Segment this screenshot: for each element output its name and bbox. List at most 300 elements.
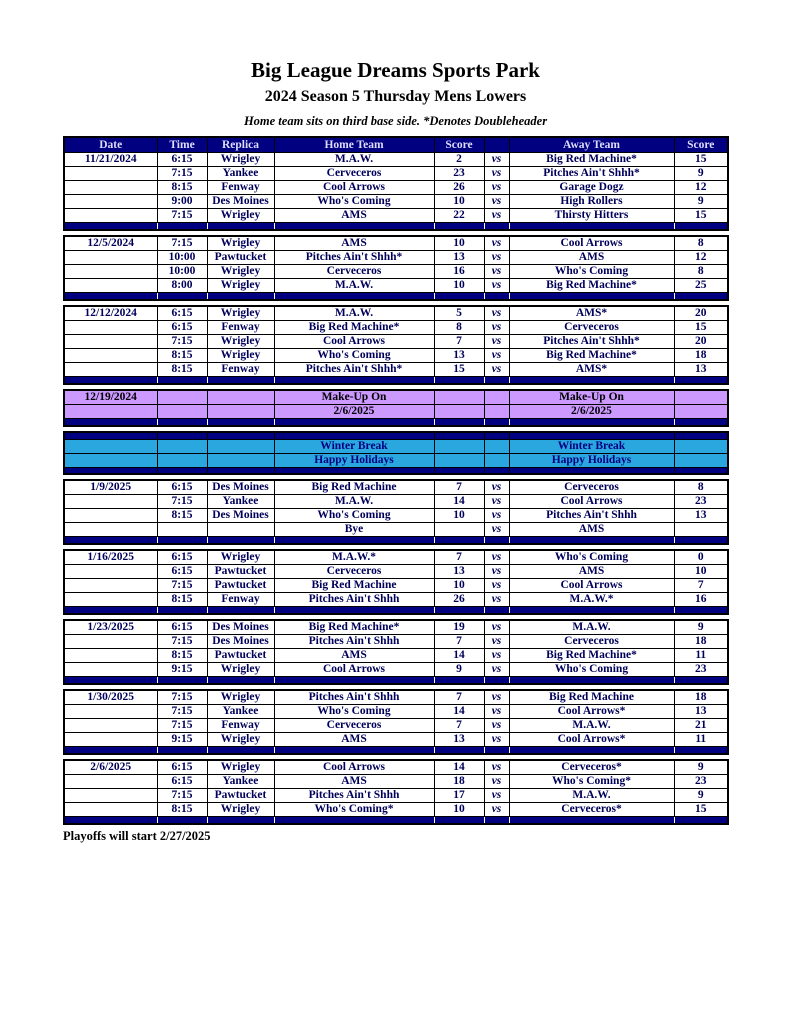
home-score-cell: 10 [434, 578, 484, 592]
replica-cell: Wrigley [207, 236, 274, 250]
replica-cell: Fenway [207, 592, 274, 606]
away-team-cell: Cool Arrows [509, 494, 674, 508]
header-row [64, 137, 728, 152]
replica-cell: Wrigley [207, 802, 274, 816]
away-team-cell: Who's Coming [509, 264, 674, 278]
separator-cell [434, 467, 484, 474]
game-row [64, 180, 728, 194]
separator-cell [64, 222, 157, 230]
time-cell: 8:15 [157, 180, 207, 194]
home-score-cell: 9 [434, 662, 484, 676]
away-score-cell: 18 [674, 634, 728, 648]
separator-cell [64, 676, 157, 684]
date-cell [64, 732, 157, 746]
home-score-cell: 13 [434, 348, 484, 362]
date-cell [64, 250, 157, 264]
away-score-cell: 7 [674, 578, 728, 592]
date-cell: 1/30/2025 [64, 690, 157, 704]
column-header-vs [484, 137, 509, 152]
separator-cell [157, 606, 207, 614]
game-row [64, 480, 728, 494]
separator-row [64, 746, 728, 754]
time-cell: 7:15 [157, 718, 207, 732]
home-score-cell: 19 [434, 620, 484, 634]
vs-cell: vs [484, 732, 509, 746]
time-cell: 6:15 [157, 564, 207, 578]
away-score-cell [674, 404, 728, 418]
game-row [64, 802, 728, 816]
replica-cell: Pawtucket [207, 250, 274, 264]
schedule-block [63, 619, 729, 685]
home-team-cell: Pitches Ain't Shhh [274, 690, 434, 704]
home-team-cell: 2/6/2025 [274, 404, 434, 418]
game-row [64, 250, 728, 264]
separator-cell [434, 376, 484, 384]
date-cell [64, 208, 157, 222]
date-cell [64, 662, 157, 676]
home-team-cell: AMS [274, 648, 434, 662]
game-row [64, 522, 728, 536]
home-score-cell: 5 [434, 306, 484, 320]
date-cell [64, 704, 157, 718]
replica-cell: Pawtucket [207, 788, 274, 802]
game-row [64, 508, 728, 522]
home-team-cell: Cool Arrows [274, 180, 434, 194]
away-team-cell: Big Red Machine* [509, 348, 674, 362]
date-cell: 12/5/2024 [64, 236, 157, 250]
date-cell [64, 788, 157, 802]
separator-cell [274, 816, 434, 824]
home-team-cell: Cerveceros [274, 718, 434, 732]
schedule-block [63, 389, 729, 427]
replica-cell: Wrigley [207, 662, 274, 676]
separator-cell [674, 536, 728, 544]
separator-cell [157, 746, 207, 754]
separator-cell [434, 432, 484, 439]
away-score-cell: 10 [674, 564, 728, 578]
game-row [64, 236, 728, 250]
vs-cell: vs [484, 620, 509, 634]
separator-cell [274, 536, 434, 544]
replica-cell: Wrigley [207, 348, 274, 362]
time-cell: 6:15 [157, 760, 207, 774]
separator-cell [64, 418, 157, 426]
separator-cell [674, 816, 728, 824]
page-title: Big League Dreams Sports Park [251, 58, 540, 82]
game-row [64, 264, 728, 278]
game-row [64, 788, 728, 802]
away-team-cell: 2/6/2025 [509, 404, 674, 418]
vs-cell: vs [484, 306, 509, 320]
separator-cell [64, 467, 157, 474]
game-row [64, 648, 728, 662]
home-team-cell: Cerveceros [274, 166, 434, 180]
away-team-cell: Cerveceros* [509, 760, 674, 774]
away-team-cell: AMS [509, 250, 674, 264]
separator-row [64, 467, 728, 474]
home-score-cell: 14 [434, 648, 484, 662]
home-team-cell: M.A.W. [274, 152, 434, 166]
home-score-cell: 13 [434, 250, 484, 264]
home-team-cell: Big Red Machine [274, 578, 434, 592]
game-row [64, 334, 728, 348]
home-team-cell: Who's Coming [274, 348, 434, 362]
schedule-block [63, 549, 729, 615]
home-team-cell: AMS [274, 774, 434, 788]
home-team-cell: Cool Arrows [274, 662, 434, 676]
away-team-cell: M.A.W.* [509, 592, 674, 606]
separator-cell [509, 536, 674, 544]
home-team-cell: Cool Arrows [274, 334, 434, 348]
home-team-cell: Cerveceros [274, 564, 434, 578]
home-score-cell: 16 [434, 264, 484, 278]
away-score-cell: 0 [674, 550, 728, 564]
replica-cell: Wrigley [207, 760, 274, 774]
date-cell [64, 320, 157, 334]
date-cell: 11/21/2024 [64, 152, 157, 166]
replica-cell [207, 453, 274, 467]
vs-cell: vs [484, 236, 509, 250]
game-row [64, 634, 728, 648]
separator-cell [509, 746, 674, 754]
schedule [0, 136, 791, 825]
vs-cell: vs [484, 718, 509, 732]
vs-cell: vs [484, 250, 509, 264]
away-score-cell: 11 [674, 732, 728, 746]
away-score-cell: 13 [674, 508, 728, 522]
away-team-cell: Pitches Ain't Shhh [509, 508, 674, 522]
home-score-cell: 15 [434, 362, 484, 376]
vs-cell: vs [484, 264, 509, 278]
vs-cell: vs [484, 362, 509, 376]
column-header-home-score: Score [434, 137, 484, 152]
home-score-cell [434, 404, 484, 418]
away-team-cell: Cool Arrows* [509, 732, 674, 746]
separator-row [64, 376, 728, 384]
away-score-cell: 15 [674, 208, 728, 222]
game-row [64, 194, 728, 208]
away-team-cell: Big Red Machine [509, 690, 674, 704]
away-score-cell: 12 [674, 180, 728, 194]
away-score-cell: 20 [674, 334, 728, 348]
home-score-cell [434, 453, 484, 467]
page-subtitle: 2024 Season 5 Thursday Mens Lowers [264, 88, 527, 106]
away-score-cell: 9 [674, 166, 728, 180]
vs-cell: vs [484, 278, 509, 292]
away-score-cell: 8 [674, 480, 728, 494]
time-cell: 7:15 [157, 494, 207, 508]
vs-cell: vs [484, 592, 509, 606]
vs-cell: vs [484, 648, 509, 662]
separator-cell [274, 292, 434, 300]
replica-cell: Wrigley [207, 334, 274, 348]
separator-row [64, 418, 728, 426]
separator-cell [484, 536, 509, 544]
separator-cell [509, 418, 674, 426]
home-team-cell: Cool Arrows [274, 760, 434, 774]
date-cell [64, 634, 157, 648]
away-score-cell: 13 [674, 362, 728, 376]
playoffs-note: Playoffs will start 2/27/2025 [63, 829, 211, 844]
separator-cell [64, 432, 157, 439]
separator-cell [509, 222, 674, 230]
vs-cell: vs [484, 662, 509, 676]
replica-cell: Des Moines [207, 508, 274, 522]
separator-cell [434, 746, 484, 754]
vs-cell [484, 404, 509, 418]
game-row [64, 348, 728, 362]
date-cell: 12/12/2024 [64, 306, 157, 320]
separator-cell [274, 418, 434, 426]
replica-cell: Wrigley [207, 278, 274, 292]
time-cell [157, 390, 207, 404]
game-row [64, 718, 728, 732]
home-score-cell: 10 [434, 194, 484, 208]
replica-cell: Wrigley [207, 208, 274, 222]
home-score-cell: 7 [434, 550, 484, 564]
game-row [64, 578, 728, 592]
vs-cell [484, 453, 509, 467]
home-score-cell: 7 [434, 634, 484, 648]
time-cell: 8:15 [157, 508, 207, 522]
away-team-cell: M.A.W. [509, 788, 674, 802]
separator-row [64, 432, 728, 439]
home-score-cell: 26 [434, 592, 484, 606]
replica-cell: Fenway [207, 718, 274, 732]
away-team-cell: Cerveceros [509, 634, 674, 648]
time-cell: 6:15 [157, 306, 207, 320]
home-team-cell: M.A.W.* [274, 550, 434, 564]
schedule-block [63, 305, 729, 385]
home-score-cell: 7 [434, 334, 484, 348]
separator-cell [434, 606, 484, 614]
separator-cell [274, 676, 434, 684]
separator-row [64, 816, 728, 824]
away-score-cell [674, 390, 728, 404]
vs-cell: vs [484, 166, 509, 180]
away-score-cell: 8 [674, 264, 728, 278]
home-score-cell: 26 [434, 180, 484, 194]
separator-cell [674, 376, 728, 384]
away-team-cell: Big Red Machine* [509, 152, 674, 166]
away-team-cell: Cool Arrows [509, 578, 674, 592]
home-score-cell: 8 [434, 320, 484, 334]
time-cell: 6:15 [157, 620, 207, 634]
separator-cell [157, 376, 207, 384]
replica-cell: Fenway [207, 320, 274, 334]
replica-cell: Wrigley [207, 550, 274, 564]
replica-cell [207, 404, 274, 418]
home-score-cell [434, 439, 484, 453]
date-cell: 12/19/2024 [64, 390, 157, 404]
date-cell [64, 180, 157, 194]
separator-cell [274, 432, 434, 439]
separator-cell [484, 467, 509, 474]
home-team-cell: Who's Coming* [274, 802, 434, 816]
vs-cell: vs [484, 802, 509, 816]
separator-cell [157, 432, 207, 439]
replica-cell: Yankee [207, 704, 274, 718]
time-cell: 7:15 [157, 334, 207, 348]
away-team-cell: Winter Break [509, 439, 674, 453]
home-team-cell: AMS [274, 236, 434, 250]
home-score-cell: 7 [434, 480, 484, 494]
home-score-cell [434, 522, 484, 536]
separator-cell [484, 222, 509, 230]
separator-cell [207, 467, 274, 474]
home-team-cell: Bye [274, 522, 434, 536]
separator-cell [274, 467, 434, 474]
home-team-cell: Cerveceros [274, 264, 434, 278]
date-cell: 1/16/2025 [64, 550, 157, 564]
time-cell: 7:15 [157, 690, 207, 704]
separator-cell [64, 816, 157, 824]
schedule-block [63, 431, 729, 475]
time-cell: 9:15 [157, 662, 207, 676]
vs-cell: vs [484, 334, 509, 348]
away-team-cell: Big Red Machine* [509, 278, 674, 292]
replica-cell: Wrigley [207, 690, 274, 704]
time-cell: 6:15 [157, 320, 207, 334]
away-team-cell: AMS [509, 564, 674, 578]
separator-row [64, 676, 728, 684]
game-row [64, 620, 728, 634]
game-row [64, 362, 728, 376]
home-score-cell: 17 [434, 788, 484, 802]
separator-cell [484, 746, 509, 754]
home-score-cell: 10 [434, 278, 484, 292]
game-row [64, 662, 728, 676]
notice-row [64, 390, 728, 404]
separator-cell [157, 467, 207, 474]
home-team-cell: Pitches Ain't Shhh [274, 592, 434, 606]
time-cell: 9:00 [157, 194, 207, 208]
home-score-cell: 18 [434, 774, 484, 788]
separator-cell [509, 816, 674, 824]
home-team-cell: Big Red Machine* [274, 620, 434, 634]
separator-cell [157, 816, 207, 824]
game-row [64, 320, 728, 334]
separator-cell [157, 292, 207, 300]
game-row [64, 592, 728, 606]
away-score-cell: 18 [674, 348, 728, 362]
separator-cell [64, 536, 157, 544]
date-cell: 1/9/2025 [64, 480, 157, 494]
time-cell: 7:15 [157, 634, 207, 648]
replica-cell [207, 439, 274, 453]
home-team-cell: Big Red Machine* [274, 320, 434, 334]
replica-cell: Yankee [207, 774, 274, 788]
vs-cell: vs [484, 774, 509, 788]
separator-cell [509, 292, 674, 300]
date-cell [64, 592, 157, 606]
replica-cell: Wrigley [207, 306, 274, 320]
time-cell: 8:00 [157, 278, 207, 292]
separator-cell [207, 606, 274, 614]
time-cell: 7:15 [157, 208, 207, 222]
away-score-cell: 23 [674, 774, 728, 788]
home-score-cell: 22 [434, 208, 484, 222]
separator-cell [674, 606, 728, 614]
time-cell: 8:15 [157, 362, 207, 376]
replica-cell: Fenway [207, 362, 274, 376]
date-cell [64, 194, 157, 208]
home-score-cell: 14 [434, 494, 484, 508]
separator-cell [674, 222, 728, 230]
separator-cell [207, 376, 274, 384]
time-cell: 6:15 [157, 152, 207, 166]
schedule-block [63, 689, 729, 755]
away-team-cell: M.A.W. [509, 718, 674, 732]
vs-cell: vs [484, 152, 509, 166]
vs-cell: vs [484, 550, 509, 564]
vs-cell: vs [484, 320, 509, 334]
date-cell: 2/6/2025 [64, 760, 157, 774]
away-team-cell: AMS* [509, 306, 674, 320]
separator-row [64, 606, 728, 614]
column-header-home-team: Home Team [274, 137, 434, 152]
away-score-cell: 12 [674, 250, 728, 264]
game-row [64, 690, 728, 704]
away-team-cell: Make-Up On [509, 390, 674, 404]
separator-cell [434, 536, 484, 544]
separator-cell [207, 816, 274, 824]
separator-cell [484, 676, 509, 684]
game-row [64, 704, 728, 718]
separator-row [64, 536, 728, 544]
home-team-cell: Who's Coming [274, 508, 434, 522]
home-team-cell: Pitches Ain't Shhh [274, 634, 434, 648]
replica-cell: Pawtucket [207, 578, 274, 592]
separator-cell [274, 746, 434, 754]
away-team-cell: High Rollers [509, 194, 674, 208]
time-cell: 7:15 [157, 788, 207, 802]
away-team-cell: AMS [509, 522, 674, 536]
away-score-cell [674, 439, 728, 453]
replica-cell: Pawtucket [207, 648, 274, 662]
away-score-cell: 9 [674, 788, 728, 802]
schedule-block [63, 479, 729, 545]
separator-cell [274, 222, 434, 230]
home-team-cell: Pitches Ain't Shhh* [274, 362, 434, 376]
date-cell [64, 522, 157, 536]
away-score-cell: 15 [674, 320, 728, 334]
vs-cell: vs [484, 348, 509, 362]
separator-cell [207, 676, 274, 684]
vs-cell: vs [484, 194, 509, 208]
vs-cell: vs [484, 760, 509, 774]
replica-cell: Wrigley [207, 264, 274, 278]
away-score-cell: 20 [674, 306, 728, 320]
away-team-cell: Happy Holidays [509, 453, 674, 467]
separator-cell [674, 676, 728, 684]
vs-cell: vs [484, 480, 509, 494]
vs-cell: vs [484, 634, 509, 648]
column-header-away-team: Away Team [509, 137, 674, 152]
home-team-cell: Who's Coming [274, 704, 434, 718]
separator-cell [509, 676, 674, 684]
game-row [64, 306, 728, 320]
replica-cell: Des Moines [207, 194, 274, 208]
vs-cell: vs [484, 180, 509, 194]
time-cell: 10:00 [157, 264, 207, 278]
time-cell: 9:15 [157, 732, 207, 746]
game-row [64, 494, 728, 508]
time-cell: 7:15 [157, 704, 207, 718]
vs-cell: vs [484, 494, 509, 508]
separator-cell [207, 222, 274, 230]
away-team-cell: Who's Coming [509, 662, 674, 676]
